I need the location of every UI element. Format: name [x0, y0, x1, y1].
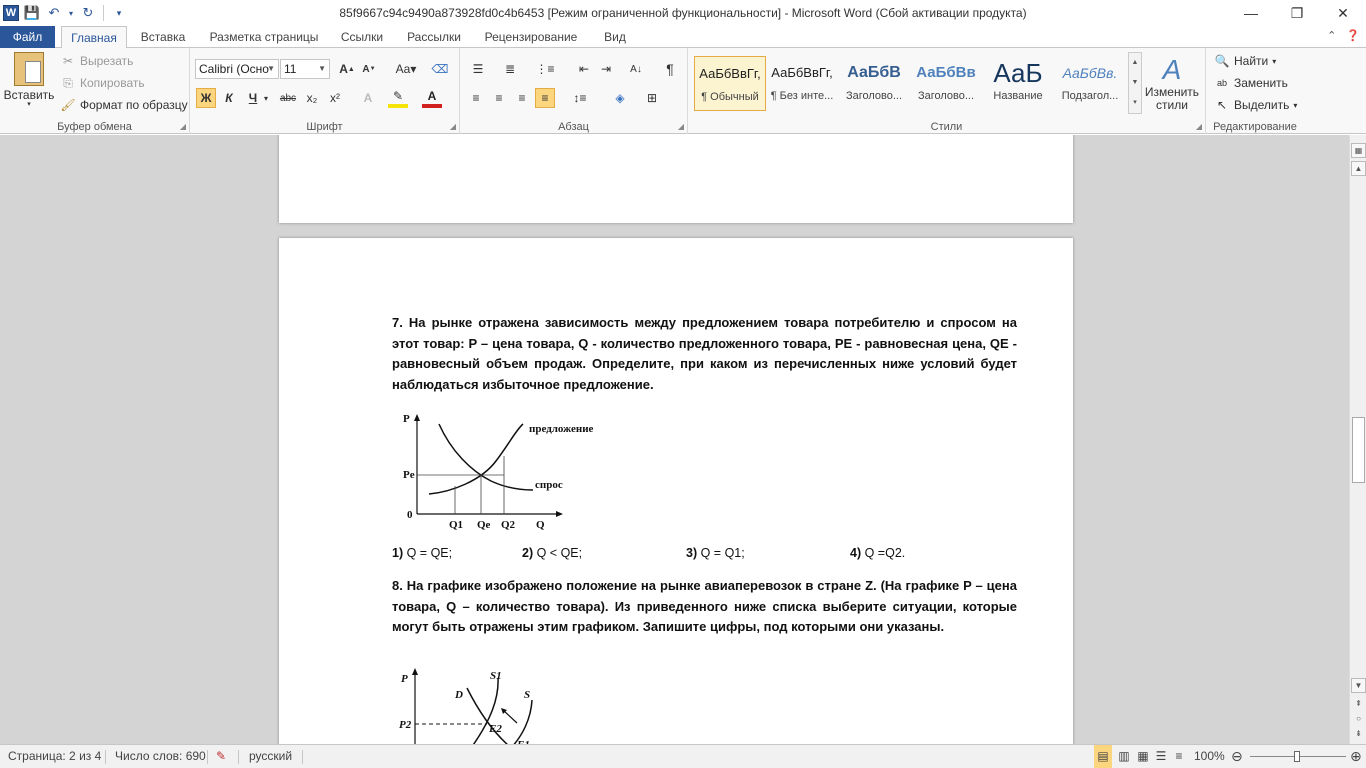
tab-review[interactable]: Рецензирование [484, 30, 578, 44]
answer-number: 1) [392, 546, 404, 560]
borders-icon[interactable]: ⊞ [646, 91, 658, 105]
chevron-down-icon: ▾ [1272, 56, 1277, 66]
s-label: S [524, 689, 531, 701]
style-name: Название [993, 90, 1043, 102]
d-label: D [455, 689, 463, 701]
word-count[interactable]: Число слов: 690 [115, 749, 206, 763]
p2-label: P2 [399, 719, 412, 731]
paste-label: Вставить [3, 88, 55, 102]
restore-icon[interactable]: ❐ [1290, 4, 1304, 21]
s1-label: S1 [490, 670, 502, 682]
draft-icon[interactable]: ≡ [1175, 749, 1183, 763]
group-font [190, 48, 460, 134]
word-app-icon[interactable]: W [3, 5, 19, 21]
redo-icon[interactable]: ↻ [82, 5, 94, 20]
answer-text: Q < QE; [533, 546, 583, 560]
sort-icon[interactable]: A↓ [630, 63, 642, 75]
zoom-level[interactable]: 100% [1194, 749, 1225, 763]
page-1[interactable] [279, 135, 1073, 223]
multilevel-list-icon[interactable]: ⋮≡ [535, 62, 555, 76]
style-preview: АаБбВвГг, [771, 65, 833, 80]
group-styles [688, 48, 1206, 134]
e2-label: E2 [489, 723, 502, 735]
superscript-button[interactable]: x² [330, 91, 340, 105]
x-axis-arrow [556, 511, 563, 517]
tab-mailings[interactable]: Рассылки [407, 30, 461, 44]
proofing-icon[interactable]: ✎ [216, 749, 227, 763]
zoom-slider-thumb[interactable] [1294, 751, 1300, 762]
answer-3[interactable] [686, 546, 745, 560]
save-icon[interactable]: 💾 [23, 5, 41, 20]
next-page-icon[interactable]: ⇟ [1355, 729, 1362, 738]
copy-label: Копировать [80, 76, 145, 90]
align-left-icon[interactable]: ≡ [472, 91, 480, 105]
status-divider [105, 750, 106, 764]
find-button[interactable] [1214, 53, 1276, 69]
vertical-scrollbar[interactable] [1349, 135, 1366, 744]
grow-font-icon[interactable]: A ▲ [339, 62, 355, 76]
status-divider [302, 750, 303, 764]
ruler-toggle-icon[interactable]: ▦ [1351, 143, 1366, 158]
status-bar [0, 744, 1366, 768]
chevron-down-icon: ▾ [1293, 100, 1298, 110]
air-transport-chart [391, 658, 581, 744]
search-icon: 🔍 [1214, 54, 1230, 68]
italic-button[interactable]: К [225, 91, 233, 105]
status-divider [207, 750, 208, 764]
align-right-icon[interactable]: ≡ [518, 91, 526, 105]
style-preview: АаБбВв [916, 64, 976, 81]
document-area[interactable] [0, 135, 1349, 744]
dialog-launcher-icon[interactable]: ◢ [179, 122, 186, 131]
increase-indent-icon[interactable]: ⇥ [600, 62, 612, 76]
select-label: Выделить [1234, 98, 1290, 112]
ribbon-home [0, 48, 1366, 134]
format-painter-button[interactable] [60, 97, 188, 113]
style-heading-1[interactable] [838, 56, 910, 111]
supply-curve [429, 424, 523, 494]
tab-insert[interactable]: Вставка [140, 30, 186, 44]
window-controls [1228, 0, 1366, 26]
group-label-font: Шрифт [306, 121, 343, 133]
text-effects-icon[interactable]: A [363, 91, 373, 105]
answer-text: Q = QE; [403, 546, 453, 560]
select-button[interactable] [1214, 97, 1297, 113]
tab-view[interactable]: Вид [604, 30, 626, 44]
question-7-text[interactable]: 7. На рынке отражена зависимость между предложением товара потребителю и спросом на этот товар: P – цена товара, Q - количество предложенного товара, PE - равновесная цена, QE - равновесный объем продаж. Определите, при каком из перечисленных ниже условий будет наблюдаться избыточное предложение. [392, 315, 1017, 392]
group-clipboard [0, 48, 190, 134]
origin-label: 0 [407, 509, 413, 521]
undo-icon[interactable]: ↶ [48, 5, 60, 20]
font-color-icon[interactable]: A [422, 88, 442, 108]
quick-access-toolbar [0, 0, 128, 26]
toolbar-separator [103, 5, 104, 21]
paste-icon [14, 52, 44, 86]
y-axis-arrow [414, 414, 420, 421]
dialog-launcher-icon[interactable]: ◢ [449, 122, 456, 131]
tab-references[interactable]: Ссылки [340, 30, 384, 44]
style-heading-2[interactable] [910, 56, 982, 111]
group-label-clipboard: Буфер обмена [57, 121, 132, 133]
scroll-down-icon[interactable]: ▼ [1351, 678, 1366, 693]
group-editing [1206, 48, 1304, 134]
shrink-font-icon[interactable]: A ▼ [362, 63, 376, 75]
ribbon-options [1327, 29, 1360, 42]
pe-label: Pe [403, 469, 415, 481]
chevron-down-icon: ▼ [267, 64, 275, 73]
answer-4[interactable] [850, 546, 905, 560]
replace-icon: ab [1216, 78, 1227, 88]
answer-number: 3) [686, 546, 698, 560]
customize-toolbar-icon[interactable]: ▾ [116, 7, 122, 18]
y-axis-arrow [412, 668, 418, 675]
answer-text: Q = Q1; [697, 546, 745, 560]
zoom-out-icon[interactable]: ⊖ [1231, 748, 1243, 764]
minimize-icon[interactable]: — [1244, 5, 1258, 21]
web-layout-icon[interactable]: ▦ [1137, 749, 1149, 763]
cursor-icon: ↖ [1216, 98, 1228, 112]
print-layout-icon[interactable]: ▤ [1094, 745, 1112, 768]
style-subtitle[interactable] [1054, 56, 1126, 111]
help-icon[interactable]: ❓ [1346, 30, 1360, 42]
style-normal[interactable] [694, 56, 766, 111]
q1-label: Q1 [449, 519, 464, 531]
decrease-indent-icon[interactable]: ⇤ [578, 62, 590, 76]
tab-home[interactable]: Главная [61, 26, 127, 49]
answer-number: 2) [522, 546, 534, 560]
change-styles-button[interactable] [1144, 54, 1200, 112]
underline-button[interactable]: Ч [248, 91, 258, 105]
tab-file[interactable]: Файл [0, 26, 55, 48]
previous-page-icon[interactable]: ⇞ [1355, 699, 1362, 708]
bold-button[interactable]: Ж [196, 88, 216, 108]
style-title[interactable] [982, 56, 1054, 111]
question-8-text[interactable]: 8. На графике изображено положение на рынке авиаперевозок в стране Z. (На графике P – цена товара, Q – количество товара). Из приведенного ниже списка выберите ситуации, которые могут быть отражены этим графиком. Запишите цифры, под которыми они указаны. [392, 578, 1017, 634]
line-spacing-icon[interactable]: ↕≡ [573, 91, 587, 105]
align-center-icon[interactable]: ≡ [495, 91, 503, 105]
demand-label: спрос [535, 479, 563, 491]
title-bar [0, 0, 1366, 26]
scroll-up-icon[interactable]: ▲ [1351, 161, 1366, 176]
supply-s-curve [509, 700, 532, 744]
y-axis-label: P [403, 413, 410, 425]
chevron-down-icon: ▼ [318, 64, 326, 73]
zoom-in-icon[interactable]: ⊕ [1350, 748, 1362, 764]
pilcrow-icon[interactable]: ¶ [666, 61, 674, 77]
style-preview: АаБ [993, 58, 1043, 88]
answer-2[interactable] [522, 546, 582, 560]
scissors-icon: ✂ [62, 54, 74, 68]
font-size-select[interactable] [280, 59, 330, 79]
change-case-icon[interactable]: Aa▾ [395, 62, 417, 76]
highlight-icon[interactable]: ✎ [388, 88, 408, 108]
style-no-spacing[interactable] [766, 56, 838, 111]
chevron-down-icon: ▾ [27, 101, 31, 108]
y-axis-label: P [401, 673, 408, 685]
cut-button[interactable] [60, 53, 133, 69]
paste-button[interactable] [3, 52, 55, 108]
demand-curve [467, 688, 509, 744]
styles-gallery-scroll[interactable]: ▲ ▼ ▾ [1128, 52, 1142, 114]
strikethrough-button[interactable]: abc [279, 92, 297, 104]
subscript-button[interactable]: x₂ [306, 91, 318, 105]
shading-icon[interactable]: ◈ [615, 91, 625, 105]
page-2[interactable] [279, 238, 1073, 744]
replace-label: Заменить [1234, 76, 1288, 90]
answer-text: Q =Q2. [861, 546, 906, 560]
style-name: ¶ Обычный [701, 91, 759, 103]
group-label-styles: Стили [930, 121, 963, 133]
qe-label: Qe [477, 519, 491, 531]
style-name: Подзагол... [1061, 90, 1119, 102]
font-name-select[interactable] [195, 59, 279, 79]
status-divider [238, 750, 239, 764]
copy-button[interactable] [60, 75, 145, 91]
style-name: Заголово... [845, 90, 903, 102]
font-size-value: 11 [284, 62, 297, 76]
demand-curve [439, 424, 533, 490]
numbering-icon[interactable]: ≣ [504, 62, 516, 76]
page-counter[interactable]: Страница: 2 из 4 [8, 749, 102, 763]
answer-options [392, 546, 1017, 564]
style-name: ¶ Без инте... [770, 90, 834, 102]
style-preview: АаБбВвГг, [699, 66, 761, 81]
dialog-launcher-icon[interactable]: ◢ [1195, 122, 1202, 131]
bullets-icon[interactable]: ☰ [472, 62, 484, 76]
format-painter-label: Формат по образцу [80, 98, 188, 112]
find-label: Найти [1234, 54, 1269, 68]
close-icon[interactable]: ✕ [1337, 4, 1349, 21]
scroll-thumb[interactable] [1352, 417, 1365, 483]
shift-arrow [503, 710, 517, 723]
q2-label: Q2 [501, 519, 516, 531]
full-screen-reading-icon[interactable]: ▥ [1118, 749, 1130, 763]
cut-label: Вырезать [80, 54, 134, 68]
justify-icon[interactable]: ≡ [535, 88, 555, 108]
style-preview: АаБбВв. [1062, 65, 1118, 81]
tab-page-layout[interactable]: Разметка страницы [209, 30, 319, 44]
outline-icon[interactable]: ☰ [1155, 749, 1167, 763]
dialog-launcher-icon[interactable]: ◢ [677, 122, 684, 131]
chevron-down-icon[interactable]: ▾ [68, 8, 73, 18]
ribbon-tabs [0, 26, 1366, 48]
copy-icon: ⎘ [63, 75, 73, 90]
style-preview: АаБбВ [847, 64, 901, 81]
chevron-down-icon[interactable]: ▾ [263, 93, 268, 103]
answer-1[interactable] [392, 546, 452, 560]
x-axis-label: Q [536, 519, 545, 531]
clear-formatting-icon[interactable]: ⌫ [431, 62, 449, 76]
group-paragraph [460, 48, 688, 134]
change-styles-label: Изменить стили [1144, 85, 1200, 112]
change-styles-icon: A [1162, 54, 1182, 85]
window-title: 85f9667c94c9490a873928fd0c4b6453 [Режим ограниченной функциональности] - Microsoft Word (Сбой активации продукта) [339, 6, 1027, 20]
language-indicator[interactable]: русский [249, 749, 293, 763]
style-name: Заголово... [917, 90, 975, 102]
paintbrush-icon: 🖌 [60, 98, 76, 112]
supply-demand-chart [391, 406, 606, 531]
replace-button[interactable] [1214, 75, 1288, 91]
answer-number: 4) [850, 546, 862, 560]
group-label-paragraph: Абзац [558, 121, 589, 133]
supply-label: предложение [529, 423, 594, 435]
browse-object-icon[interactable]: ○ [1356, 714, 1361, 723]
minimize-ribbon-icon[interactable]: ⌃ [1327, 30, 1337, 42]
font-name-value: Calibri (Осно [199, 62, 269, 76]
group-label-editing: Редактирование [1213, 121, 1297, 133]
zoom-slider[interactable] [1250, 745, 1346, 768]
